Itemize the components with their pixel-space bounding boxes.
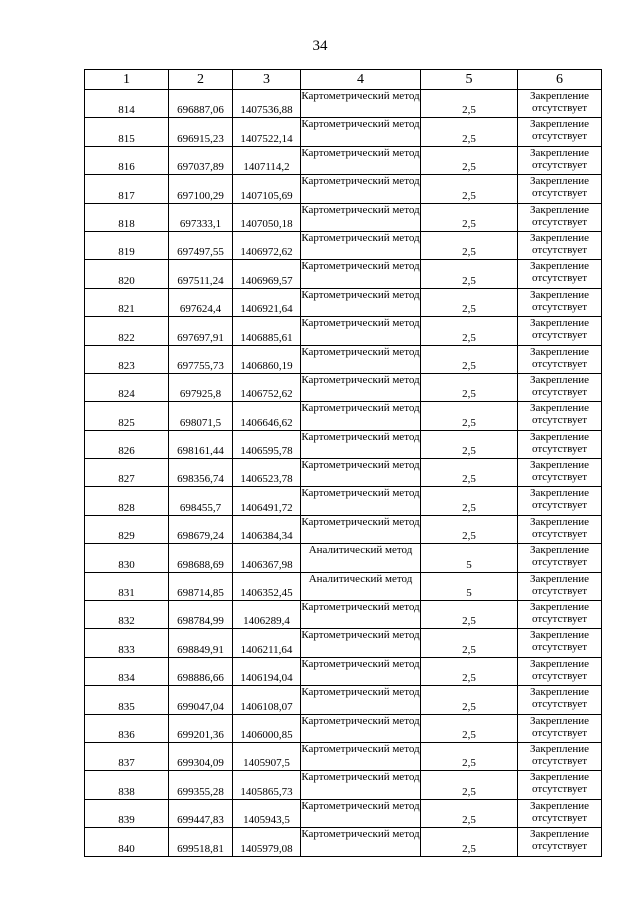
point-number-cell: 815 (85, 118, 169, 146)
x-coordinate-cell: 698688,69 (169, 544, 233, 572)
x-coordinate-cell: 696887,06 (169, 90, 233, 118)
accuracy-cell: 2,5 (421, 657, 518, 685)
fixing-cell: Закрепление отсутствует (518, 686, 602, 714)
table-row (85, 799, 602, 827)
method-cell: Картометрический метод (301, 657, 421, 685)
point-number-cell: 821 (85, 288, 169, 316)
accuracy-cell: 2,5 (421, 90, 518, 118)
method-cell: Картометрический метод (301, 146, 421, 174)
accuracy-cell: 2,5 (421, 487, 518, 515)
accuracy-cell: 2,5 (421, 686, 518, 714)
y-coordinate-cell: 1407536,88 (233, 90, 301, 118)
table-row (85, 487, 602, 515)
fixing-cell: Закрепление отсутствует (518, 203, 602, 231)
x-coordinate-cell: 697697,91 (169, 317, 233, 345)
fixing-cell: Закрепление отсутствует (518, 373, 602, 401)
y-coordinate-cell: 1406885,61 (233, 317, 301, 345)
x-coordinate-cell: 699047,04 (169, 686, 233, 714)
method-cell: Картометрический метод (301, 799, 421, 827)
accuracy-cell: 2,5 (421, 288, 518, 316)
accuracy-cell: 2,5 (421, 771, 518, 799)
x-coordinate-cell: 698784,99 (169, 601, 233, 629)
method-cell: Картометрический метод (301, 288, 421, 316)
y-coordinate-cell: 1406860,19 (233, 345, 301, 373)
point-number-cell: 816 (85, 146, 169, 174)
x-coordinate-cell: 699447,83 (169, 799, 233, 827)
fixing-cell: Закрепление отсутствует (518, 317, 602, 345)
accuracy-cell: 2,5 (421, 373, 518, 401)
page-number: 34 (312, 38, 328, 54)
table-row (85, 203, 602, 231)
table-row (85, 231, 602, 259)
header-col-3: 3 (233, 70, 301, 90)
accuracy-cell: 2,5 (421, 345, 518, 373)
table-row (85, 430, 602, 458)
point-number-cell: 838 (85, 771, 169, 799)
fixing-cell: Закрепление отсутствует (518, 146, 602, 174)
x-coordinate-cell: 698071,5 (169, 402, 233, 430)
y-coordinate-cell: 1406969,57 (233, 260, 301, 288)
method-cell: Картометрический метод (301, 487, 421, 515)
x-coordinate-cell: 697925,8 (169, 373, 233, 401)
header-col-5: 5 (421, 70, 518, 90)
fixing-cell: Закрепление отсутствует (518, 572, 602, 600)
method-cell: Картометрический метод (301, 459, 421, 487)
fixing-cell: Закрепление отсутствует (518, 430, 602, 458)
method-cell: Картометрический метод (301, 515, 421, 543)
x-coordinate-cell: 699355,28 (169, 771, 233, 799)
x-coordinate-cell: 698886,66 (169, 657, 233, 685)
coordinates-table (84, 69, 602, 857)
point-number-cell: 820 (85, 260, 169, 288)
method-cell: Картометрический метод (301, 629, 421, 657)
method-cell: Аналитический метод (301, 572, 421, 600)
y-coordinate-cell: 1407105,69 (233, 175, 301, 203)
y-coordinate-cell: 1407114,2 (233, 146, 301, 174)
point-number-cell: 819 (85, 231, 169, 259)
x-coordinate-cell: 697497,55 (169, 231, 233, 259)
point-number-cell: 835 (85, 686, 169, 714)
fixing-cell: Закрепление отсутствует (518, 657, 602, 685)
method-cell: Картометрический метод (301, 402, 421, 430)
accuracy-cell: 2,5 (421, 118, 518, 146)
table-row (85, 175, 602, 203)
y-coordinate-cell: 1405943,5 (233, 799, 301, 827)
fixing-cell: Закрепление отсутствует (518, 742, 602, 770)
fixing-cell: Закрепление отсутствует (518, 601, 602, 629)
x-coordinate-cell: 697755,73 (169, 345, 233, 373)
point-number-cell: 837 (85, 742, 169, 770)
x-coordinate-cell: 698455,7 (169, 487, 233, 515)
x-coordinate-cell: 698679,24 (169, 515, 233, 543)
header-col-2: 2 (169, 70, 233, 90)
accuracy-cell: 2,5 (421, 231, 518, 259)
fixing-cell: Закрепление отсутствует (518, 828, 602, 856)
point-number-cell: 822 (85, 317, 169, 345)
accuracy-cell: 2,5 (421, 459, 518, 487)
y-coordinate-cell: 1406595,78 (233, 430, 301, 458)
x-coordinate-cell: 697624,4 (169, 288, 233, 316)
x-coordinate-cell: 698161,44 (169, 430, 233, 458)
accuracy-cell: 2,5 (421, 203, 518, 231)
point-number-cell: 830 (85, 544, 169, 572)
method-cell: Картометрический метод (301, 345, 421, 373)
table-body (85, 90, 602, 857)
table-header-row (85, 70, 602, 90)
y-coordinate-cell: 1406921,64 (233, 288, 301, 316)
fixing-cell: Закрепление отсутствует (518, 402, 602, 430)
x-coordinate-cell: 697511,24 (169, 260, 233, 288)
table-row (85, 657, 602, 685)
table-row (85, 146, 602, 174)
method-cell: Картометрический метод (301, 686, 421, 714)
method-cell: Картометрический метод (301, 203, 421, 231)
x-coordinate-cell: 699201,36 (169, 714, 233, 742)
table-row (85, 572, 602, 600)
table-row (85, 515, 602, 543)
table-row (85, 714, 602, 742)
y-coordinate-cell: 1406194,04 (233, 657, 301, 685)
accuracy-cell: 2,5 (421, 629, 518, 657)
y-coordinate-cell: 1406523,78 (233, 459, 301, 487)
fixing-cell: Закрепление отсутствует (518, 459, 602, 487)
x-coordinate-cell: 696915,23 (169, 118, 233, 146)
x-coordinate-cell: 697037,89 (169, 146, 233, 174)
fixing-cell: Закрепление отсутствует (518, 118, 602, 146)
method-cell: Картометрический метод (301, 373, 421, 401)
accuracy-cell: 2,5 (421, 828, 518, 856)
point-number-cell: 839 (85, 799, 169, 827)
y-coordinate-cell: 1406211,64 (233, 629, 301, 657)
point-number-cell: 833 (85, 629, 169, 657)
point-number-cell: 814 (85, 90, 169, 118)
x-coordinate-cell: 698849,91 (169, 629, 233, 657)
method-cell: Картометрический метод (301, 601, 421, 629)
y-coordinate-cell: 1406289,4 (233, 601, 301, 629)
method-cell: Картометрический метод (301, 771, 421, 799)
method-cell: Картометрический метод (301, 714, 421, 742)
point-number-cell: 834 (85, 657, 169, 685)
fixing-cell: Закрепление отсутствует (518, 231, 602, 259)
accuracy-cell: 5 (421, 544, 518, 572)
y-coordinate-cell: 1406491,72 (233, 487, 301, 515)
table-row (85, 459, 602, 487)
header-col-1: 1 (85, 70, 169, 90)
accuracy-cell: 2,5 (421, 402, 518, 430)
fixing-cell: Закрепление отсутствует (518, 90, 602, 118)
point-number-cell: 826 (85, 430, 169, 458)
y-coordinate-cell: 1406752,62 (233, 373, 301, 401)
accuracy-cell: 5 (421, 572, 518, 600)
x-coordinate-cell: 699518,81 (169, 828, 233, 856)
x-coordinate-cell: 699304,09 (169, 742, 233, 770)
table-row (85, 828, 602, 856)
table-row (85, 90, 602, 118)
accuracy-cell: 2,5 (421, 714, 518, 742)
x-coordinate-cell: 698356,74 (169, 459, 233, 487)
point-number-cell: 824 (85, 373, 169, 401)
table-row (85, 544, 602, 572)
y-coordinate-cell: 1405907,5 (233, 742, 301, 770)
accuracy-cell: 2,5 (421, 799, 518, 827)
table-row (85, 373, 602, 401)
method-cell: Картометрический метод (301, 742, 421, 770)
table-row (85, 260, 602, 288)
fixing-cell: Закрепление отсутствует (518, 345, 602, 373)
table-row (85, 601, 602, 629)
table-row (85, 686, 602, 714)
table-row (85, 288, 602, 316)
point-number-cell: 818 (85, 203, 169, 231)
x-coordinate-cell: 697100,29 (169, 175, 233, 203)
fixing-cell: Закрепление отсутствует (518, 175, 602, 203)
header-col-6: 6 (518, 70, 602, 90)
fixing-cell: Закрепление отсутствует (518, 515, 602, 543)
table-row (85, 771, 602, 799)
point-number-cell: 836 (85, 714, 169, 742)
method-cell: Картометрический метод (301, 175, 421, 203)
table-row (85, 742, 602, 770)
table-row (85, 345, 602, 373)
fixing-cell: Закрепление отсутствует (518, 288, 602, 316)
x-coordinate-cell: 698714,85 (169, 572, 233, 600)
method-cell: Картометрический метод (301, 260, 421, 288)
accuracy-cell: 2,5 (421, 515, 518, 543)
fixing-cell: Закрепление отсутствует (518, 629, 602, 657)
method-cell: Аналитический метод (301, 544, 421, 572)
accuracy-cell: 2,5 (421, 742, 518, 770)
fixing-cell: Закрепление отсутствует (518, 799, 602, 827)
fixing-cell: Закрепление отсутствует (518, 544, 602, 572)
accuracy-cell: 2,5 (421, 430, 518, 458)
point-number-cell: 828 (85, 487, 169, 515)
table-row (85, 118, 602, 146)
header-col-4: 4 (301, 70, 421, 90)
x-coordinate-cell: 697333,1 (169, 203, 233, 231)
y-coordinate-cell: 1407050,18 (233, 203, 301, 231)
point-number-cell: 823 (85, 345, 169, 373)
accuracy-cell: 2,5 (421, 146, 518, 174)
method-cell: Картометрический метод (301, 231, 421, 259)
y-coordinate-cell: 1406646,62 (233, 402, 301, 430)
point-number-cell: 829 (85, 515, 169, 543)
method-cell: Картометрический метод (301, 828, 421, 856)
y-coordinate-cell: 1406108,07 (233, 686, 301, 714)
fixing-cell: Закрепление отсутствует (518, 714, 602, 742)
fixing-cell: Закрепление отсутствует (518, 260, 602, 288)
method-cell: Картометрический метод (301, 317, 421, 345)
table-row (85, 629, 602, 657)
accuracy-cell: 2,5 (421, 601, 518, 629)
accuracy-cell: 2,5 (421, 175, 518, 203)
accuracy-cell: 2,5 (421, 260, 518, 288)
y-coordinate-cell: 1406972,62 (233, 231, 301, 259)
point-number-cell: 832 (85, 601, 169, 629)
y-coordinate-cell: 1406000,85 (233, 714, 301, 742)
point-number-cell: 827 (85, 459, 169, 487)
fixing-cell: Закрепление отсутствует (518, 771, 602, 799)
y-coordinate-cell: 1405979,08 (233, 828, 301, 856)
method-cell: Картометрический метод (301, 118, 421, 146)
table-row (85, 317, 602, 345)
method-cell: Картометрический метод (301, 90, 421, 118)
point-number-cell: 825 (85, 402, 169, 430)
accuracy-cell: 2,5 (421, 317, 518, 345)
point-number-cell: 831 (85, 572, 169, 600)
point-number-cell: 840 (85, 828, 169, 856)
method-cell: Картометрический метод (301, 430, 421, 458)
y-coordinate-cell: 1406384,34 (233, 515, 301, 543)
fixing-cell: Закрепление отсутствует (518, 487, 602, 515)
table-row (85, 402, 602, 430)
point-number-cell: 817 (85, 175, 169, 203)
y-coordinate-cell: 1405865,73 (233, 771, 301, 799)
y-coordinate-cell: 1407522,14 (233, 118, 301, 146)
y-coordinate-cell: 1406367,98 (233, 544, 301, 572)
y-coordinate-cell: 1406352,45 (233, 572, 301, 600)
